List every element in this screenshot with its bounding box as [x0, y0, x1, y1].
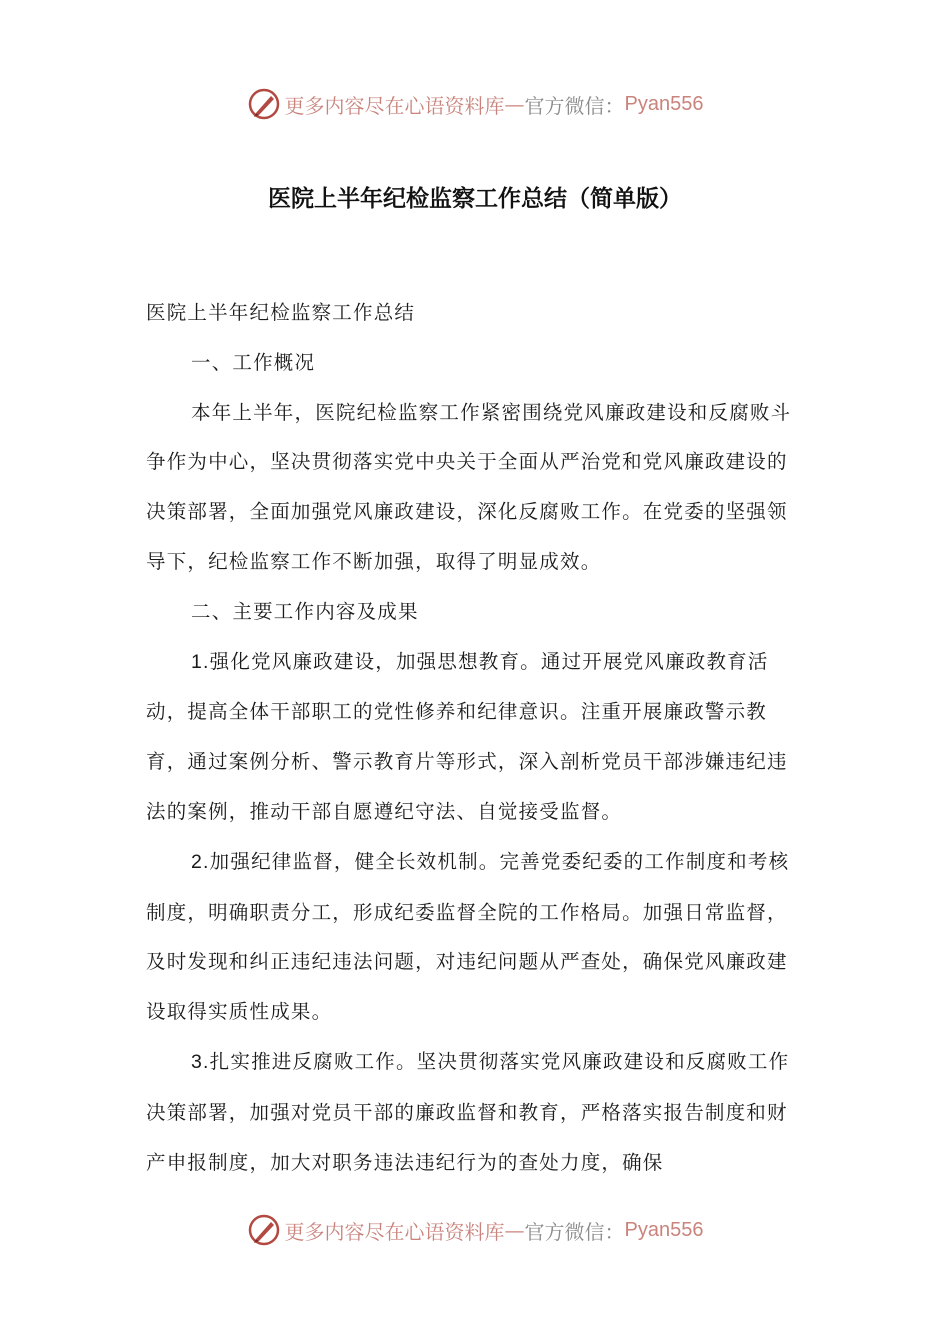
document-subtitle: 医院上半年纪检监察工作总结 [146, 301, 416, 324]
paragraph: 本年上半年，医院纪检监察工作紧密围绕党风廉政建设和反腐败斗争作为中心，坚决贯彻落实党中央关于全面从严治党和党风廉政建设的决策部署，全面加强党风廉政建设，深化反腐败工作。在党委的坚强领导下，纪检监察工作不断加强，取得了明显成效。 [146, 400, 792, 573]
banner-text: 更多内容尽在心语资料库 [284, 1219, 505, 1244]
banner-wechat-id: Pyan556 [624, 1218, 704, 1241]
item-number: 1. [191, 650, 210, 673]
banner-wechat-id: Pyan556 [624, 92, 704, 115]
pen-circle-icon [247, 87, 281, 121]
banner-dash: — [504, 92, 525, 116]
item-number: 3. [191, 1050, 210, 1073]
section-heading: 二、主要工作内容及成果 [191, 599, 419, 623]
document-body [146, 288, 806, 1187]
header-banner [0, 84, 950, 124]
banner-dash: — [504, 1218, 525, 1242]
numbered-paragraph [146, 1037, 806, 1187]
banner-wechat-label: 官方微信： [524, 93, 625, 118]
numbered-paragraph [146, 637, 806, 837]
item-text: 加强纪律监督，健全长效机制。完善党委纪委的工作制度和考核制度，明确职责分工，形成纪委监督全院的工作格局。加强日常监督，及时发现和纠正违纪违法问题，对违纪问题从严查处，确保党风廉政建设取得实质性成果。 [146, 849, 790, 1024]
item-text: 强化党风廉政建设，加强思想教育。通过开展党风廉政教育活动，提高全体干部职工的党性修养和纪律意识。注重开展廉政警示教育，通过案例分析、警示教育片等形式，深入剖析党员干部涉嫌违纪违法的案例，推动干部自愿遵纪守法、自觉接受监督。 [146, 649, 788, 823]
banner-text: 更多内容尽在心语资料库 [284, 93, 505, 118]
footer-banner [0, 1210, 950, 1250]
document-title: 医院上半年纪检监察工作总结（简单版） [268, 186, 682, 212]
section-heading: 一、工作概况 [191, 350, 316, 374]
numbered-paragraph [146, 837, 806, 1037]
pen-circle-icon [247, 1213, 281, 1247]
banner-wechat-label: 官方微信： [524, 1219, 625, 1244]
item-number: 2. [191, 850, 210, 873]
item-text: 扎实推进反腐败工作。坚决贯彻落实党风廉政建设和反腐败工作决策部署，加强对党员干部的廉政监督和教育，严格落实报告制度和财产申报制度，加大对职务违法违纪行为的查处力度，确保 [146, 1049, 790, 1174]
